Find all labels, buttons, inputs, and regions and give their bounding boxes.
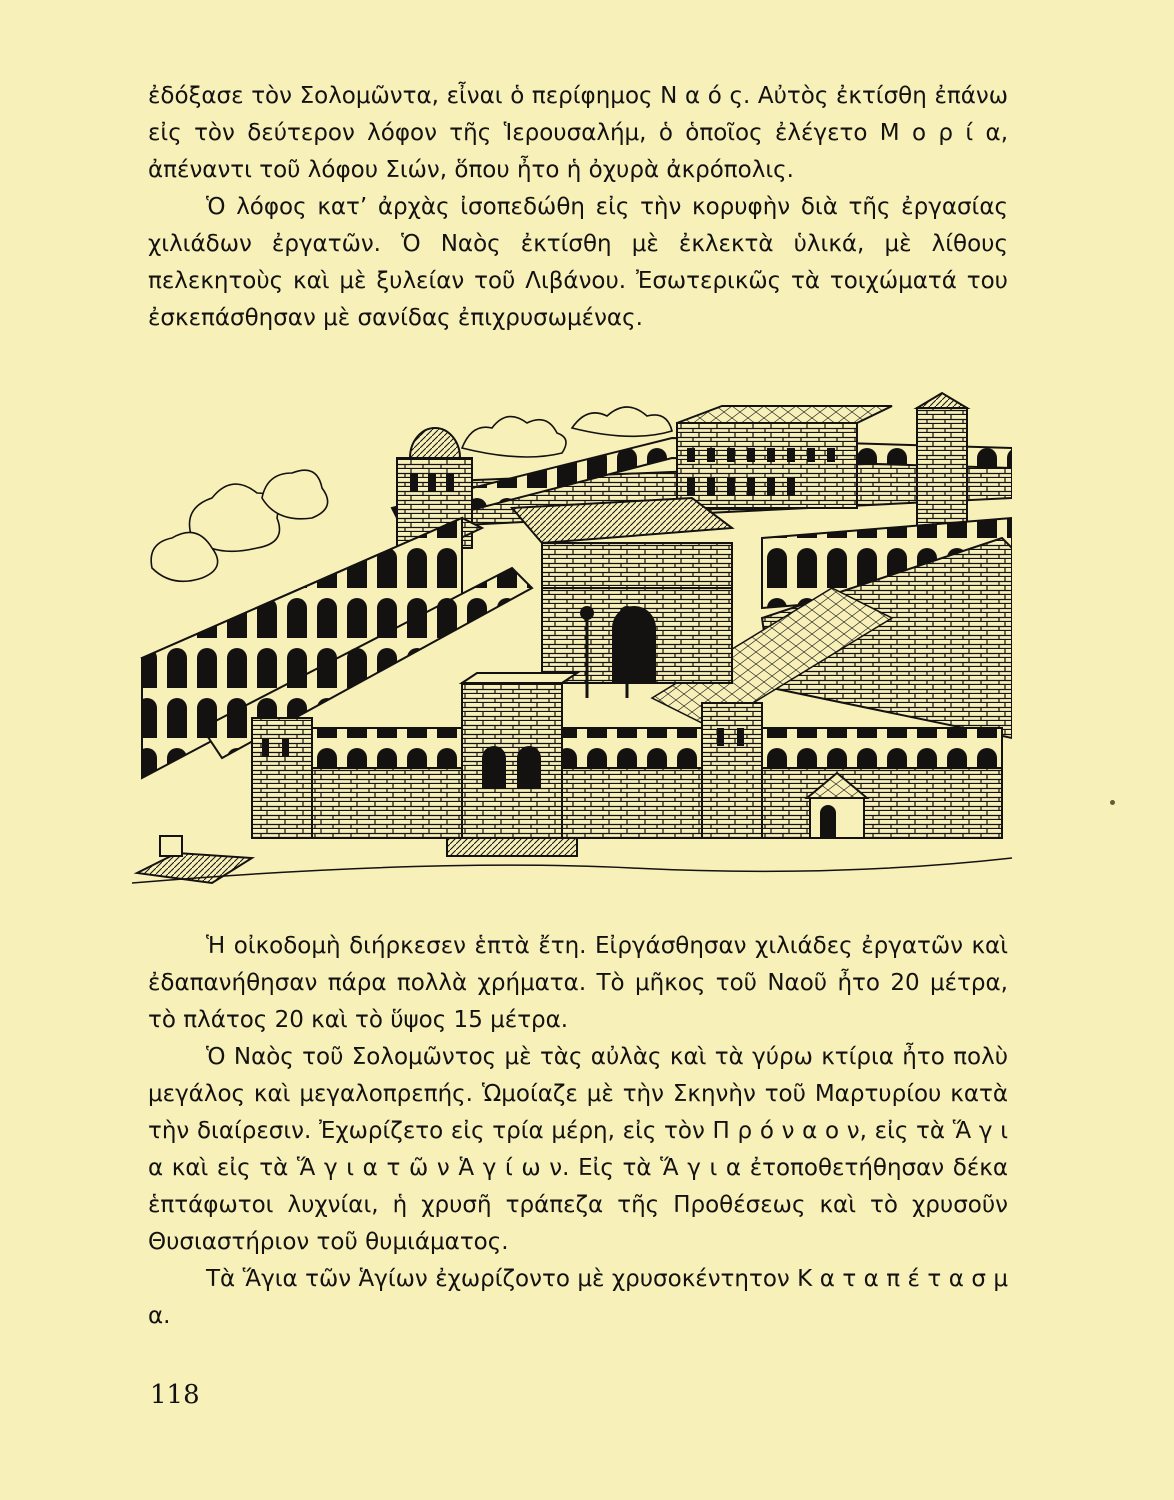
paragraph: Ὁ Ναὸς τοῦ Σολομῶντος μὲ τὰς αὐλὰς καὶ τὰ γύρω κτίρια ἦτο πολὺ μεγάλος καὶ μεγαλοπρεπής. Ὡμοίαζε μὲ τὴν Σκηνὴν τοῦ Μαρτυρίου κατὰ τὴν διαίρεσιν. Ἐχωρίζετο εἰς τρία μέρη, εἰς τὸν Π ρ ό ν α ο ν, εἰς τὰ Ἅ γ ι α καὶ εἰς τὰ Ἅ γ ι α τ ῶ ν Ἁ γ ί ω ν. Εἰς τὰ Ἅ γ ι α ἐτοποθετήθησαν δέκα ἑπτάφωτοι λυχνίαι, ἡ χρυσῆ τράπεζα τῆς Προθέσεως καὶ τὸ χρυσοῦν Θυσιαστήριον τοῦ θυμιάματος. [148,1044,1008,1255]
paragraph: Ὁ λόφος κατ’ ἀρχὰς ἰσοπεδώθη εἰς τὴν κορυφὴν διὰ τῆς ἐργασίας χιλιάδων ἐργατῶν. Ὁ Ναὸς ἐκτίσθη μὲ ἐκλεκτὰ ὑλικά, μὲ λίθους πελεκητοὺς καὶ μὲ ξυλείαν τοῦ Λιβάνου. Ἐσωτερικῶς τὰ τοιχώματά του ἐσκεπάσθησαν μὲ σανίδας ἐπιχρυσωμένας. [148,194,1008,331]
text-block-bottom [148,928,1008,1335]
ink-speck [1110,800,1115,805]
paragraph: Ἡ οἰκοδομὴ διήρκεσεν ἑπτὰ ἔτη. Εἰργάσθησαν χιλιάδες ἐργατῶν καὶ ἐδαπανήθησαν πάρα πολλὰ χρήματα. Τὸ μῆκος τοῦ Ναοῦ ἦτο 20 μέτρα, τὸ πλάτος 20 καὶ τὸ ὕψος 15 μέτρα. [148,933,1008,1033]
temple-illustration [132,388,1012,908]
paragraph: Τὰ Ἅγια τῶν Ἁγίων ἐχωρίζοντο μὲ χρυσοκέντητον Κ α τ α π έ τ α σ μ α. [148,1266,1008,1329]
text-block-top [148,78,1008,337]
page-number: 118 [150,1380,200,1410]
paragraph: ἐδόξασε τὸν Σολομῶντα, εἶναι ὁ περίφημος Ν α ό ς. Αὐτὸς ἐκτίσθη ἐπάνω εἰς τὸν δεύτερον λόφον τῆς Ἱερουσαλήμ, ὁ ὁποῖος ἐλέγετο Μ ο ρ ί α, ἀπέναντι τοῦ λόφου Σιών, ὅπου ἦτο ἡ ὀχυρὰ ἀκρόπολις. [148,83,1008,183]
